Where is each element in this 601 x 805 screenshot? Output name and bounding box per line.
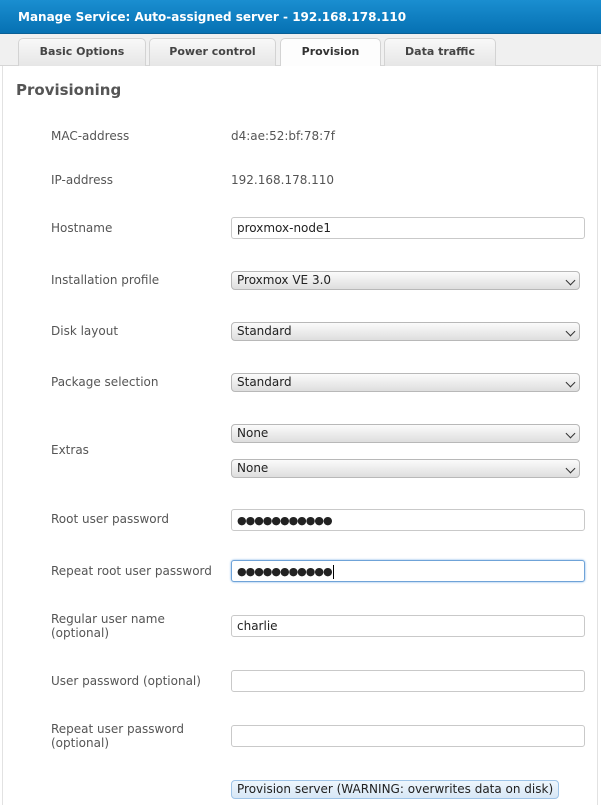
- tab-basic-options[interactable]: Basic Options: [18, 38, 146, 66]
- tab-power-control[interactable]: Power control: [149, 38, 276, 66]
- extras-select-1[interactable]: [231, 424, 580, 443]
- repeat-user-password-label-line1: Repeat user password: [51, 722, 185, 736]
- text-cursor: [333, 565, 334, 579]
- root-password-input[interactable]: [231, 509, 585, 531]
- extras-select-2[interactable]: [231, 459, 580, 478]
- hostname-label: Hostname: [51, 221, 113, 235]
- section-title: Provisioning: [16, 81, 122, 99]
- mac-address-label: MAC-address: [51, 129, 130, 143]
- regular-user-name-input[interactable]: charlie: [231, 615, 585, 637]
- disk-layout-label: Disk layout: [51, 324, 119, 338]
- repeat-user-password-input[interactable]: [231, 725, 585, 747]
- package-selection-label: Package selection: [51, 375, 159, 389]
- repeat-root-password-input[interactable]: [231, 560, 585, 582]
- package-selection-value: Standard: [237, 375, 292, 389]
- ip-address-value: 192.168.178.110: [231, 173, 335, 187]
- user-password-label: User password (optional): [51, 674, 201, 688]
- regular-user-name-label-line1: Regular user name: [51, 612, 165, 626]
- package-selection-select[interactable]: [231, 373, 580, 392]
- chevron-down-icon: [566, 276, 576, 286]
- chevron-down-icon: [566, 429, 576, 439]
- disk-layout-select[interactable]: [231, 322, 580, 341]
- installation-profile-label: Installation profile: [51, 273, 160, 287]
- disk-layout-value: Standard: [237, 324, 292, 338]
- hostname-input[interactable]: proxmox-node1: [231, 217, 585, 239]
- root-password-mask: ●●●●●●●●●●●: [237, 514, 332, 527]
- user-password-input[interactable]: [231, 670, 585, 692]
- root-password-label: Root user password: [51, 512, 169, 526]
- provision-server-button[interactable]: Provision server (WARNING: overwrites data on disk): [231, 780, 559, 799]
- window-title: Manage Service: Auto-assigned server - 192.168.178.110: [0, 0, 601, 34]
- tab-data-traffic[interactable]: Data traffic: [384, 38, 496, 66]
- regular-user-name-label-line2: (optional): [51, 626, 109, 640]
- mac-address-value: d4:ae:52:bf:78:7f: [231, 129, 336, 143]
- installation-profile-select[interactable]: [231, 271, 580, 290]
- extras-label: Extras: [51, 443, 89, 457]
- repeat-root-password-mask: ●●●●●●●●●●●: [237, 565, 332, 578]
- chevron-down-icon: [566, 464, 576, 474]
- chevron-down-icon: [566, 327, 576, 337]
- repeat-root-password-label: Repeat root user password: [51, 564, 212, 578]
- ip-address-label: IP-address: [51, 173, 113, 187]
- chevron-down-icon: [566, 378, 576, 388]
- extras-value-1: None: [237, 426, 269, 440]
- regular-user-name-label: [51, 612, 165, 640]
- repeat-user-password-label: [51, 722, 184, 750]
- repeat-user-password-label-line2: (optional): [51, 736, 109, 750]
- tab-bar: [0, 34, 601, 66]
- installation-profile-value: Proxmox VE 3.0: [237, 273, 332, 287]
- tab-provision[interactable]: Provision: [280, 38, 381, 67]
- extras-value-2: None: [237, 461, 269, 475]
